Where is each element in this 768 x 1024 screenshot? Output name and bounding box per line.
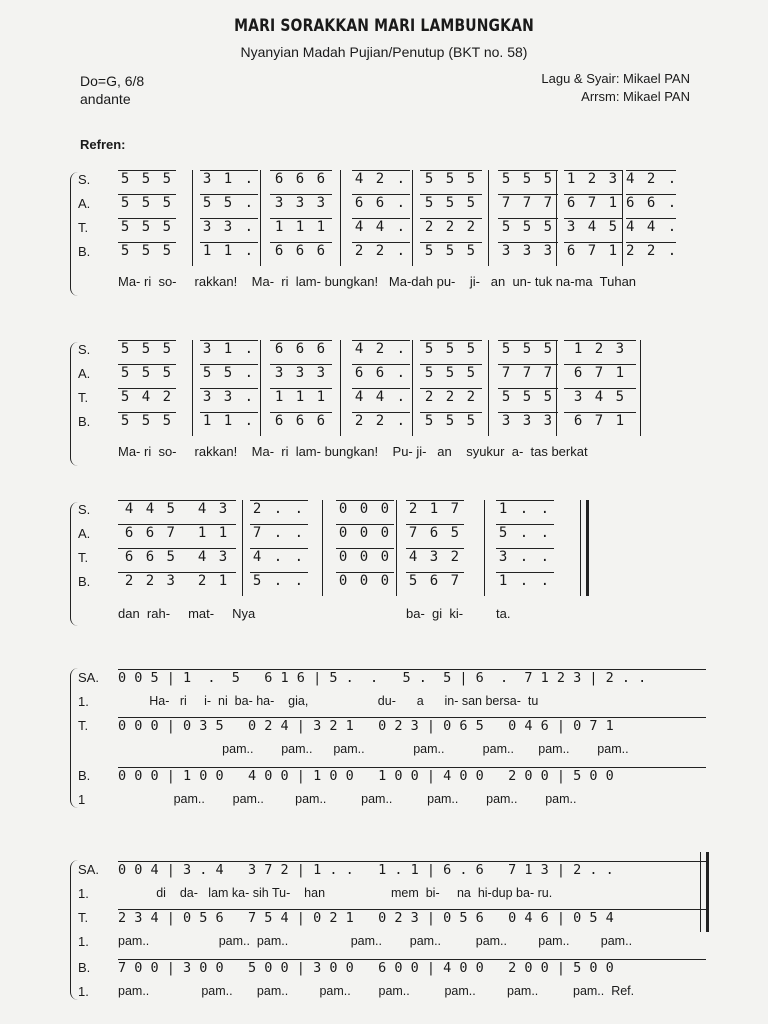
note-group: 3 1 .: [200, 170, 258, 191]
note-group: 6 7 1: [564, 194, 622, 215]
beat-overline: [118, 909, 706, 910]
note-group: 3 3 .: [200, 388, 258, 409]
bar-line: [242, 500, 243, 596]
notation-line: 0 0 0 | 0 3 5 0 2 4 | 3 2 1 0 2 3 | 0 6 5 0 4 6 | 0 7 1: [118, 718, 614, 734]
note-group: 1 1 .: [200, 242, 258, 263]
notation-line: 0 0 4 | 3 . 4 3 7 2 | 1 . . 1 . 1 | 6 . 6 7 1 3 | 2 . .: [118, 862, 614, 878]
note-group: 5 4 2: [118, 388, 176, 409]
section-label: Refren:: [80, 137, 126, 152]
key-signature: Do=G, 6/8: [80, 73, 145, 89]
note-group: 3 1 .: [200, 340, 258, 361]
note-group: 2 2 .: [352, 242, 410, 263]
voice-row: [70, 340, 710, 362]
lyric-line: Ma- ri so- rakkan! Ma- ri lam- bungkan! Ma-dah pu- ji- an un- tuk na-ma Tuhan: [118, 274, 637, 289]
key-and-tempo: [80, 72, 144, 108]
note-group: 2 2 3 2 1: [118, 572, 236, 593]
voice-row: [70, 572, 710, 594]
note-group: 3 3 .: [200, 218, 258, 239]
line-label: T.: [78, 718, 89, 733]
voice-row: [70, 242, 710, 264]
note-group: 5 5 5: [420, 412, 482, 433]
bar-line: [260, 170, 261, 266]
note-group: 4 3 2: [406, 548, 464, 569]
line-label: T.: [78, 910, 89, 925]
note-group: 6 6 6: [270, 242, 332, 263]
note-group: 6 6 6: [270, 170, 332, 191]
voice-row: [70, 412, 710, 434]
note-group: 4 2 .: [352, 170, 410, 191]
voice-row: [70, 524, 710, 546]
note-group: 1 1 1: [270, 218, 332, 239]
line-label: B.: [78, 768, 91, 783]
beat-overline: [118, 861, 706, 862]
note-group: 1 2 3: [564, 170, 622, 191]
music-system: [70, 170, 708, 300]
note-group: 6 6 5 4 3: [118, 548, 236, 569]
voice-label: S.: [78, 502, 91, 517]
beat-overline: [118, 669, 706, 670]
notation-line: 2 3 4 | 0 5 6 7 5 4 | 0 2 1 0 2 3 | 0 5 6 0 4 6 | 0 5 4: [118, 910, 614, 926]
note-group: 5 5 5: [420, 170, 482, 191]
lyric-line: Ma- ri so- rakkan! Ma- ri lam- bungkan! Pu- ji- an syukur a- tas berkat: [118, 444, 588, 459]
note-group: 2 1 7: [406, 500, 464, 521]
voice-label: A.: [78, 526, 91, 541]
line-label: 1: [78, 792, 86, 807]
voice-label: B.: [78, 244, 91, 259]
voice-label: A.: [78, 366, 91, 381]
note-group: 0 0 0: [336, 572, 394, 593]
note-group: 1 . .: [496, 500, 554, 521]
notation-line: 0 0 0 | 1 0 0 4 0 0 | 1 0 0 1 0 0 | 4 0 0 2 0 0 | 5 0 0: [118, 768, 614, 784]
bar-line: [580, 500, 589, 596]
bar-line: [484, 500, 485, 596]
note-group: 5 5 5: [118, 242, 176, 263]
note-group: 5 5 5: [420, 364, 482, 385]
note-group: 3 . .: [496, 548, 554, 569]
bar-line: [192, 340, 193, 436]
bar-line: [396, 500, 397, 596]
note-group: 4 2 .: [352, 340, 410, 361]
line-label: 1.: [78, 984, 89, 999]
note-group: 2 . .: [250, 500, 308, 521]
notation-line: 0 0 5 | 1 . 5 6 1 6 | 5 . . 5 . 5 | 6 . 7 1 2 3 | 2 . .: [118, 670, 647, 686]
note-group: 1 1 1: [270, 388, 332, 409]
system-brace: [70, 860, 81, 1000]
bar-line: [412, 340, 413, 436]
line-label: SA.: [78, 862, 99, 877]
voice-row: [70, 218, 710, 240]
bar-line: [556, 340, 557, 436]
note-group: 5 5 5: [118, 218, 176, 239]
note-group: 6 7 1: [564, 242, 622, 263]
note-group: 5 5 5: [498, 170, 558, 191]
composer-credit: Lagu & Syair: Mikael PAN: [541, 71, 690, 86]
note-group: 3 4 5: [564, 388, 636, 409]
voice-label: B.: [78, 574, 91, 589]
music-system: [70, 340, 708, 470]
verse-text-line: pam.. pam.. pam.. pam.. pam.. pam.. pam..: [118, 742, 629, 756]
tempo-marking: andante: [80, 91, 131, 107]
lyric-fragment: ta.: [496, 606, 511, 621]
note-group: 5 5 5: [420, 242, 482, 263]
note-group: 5 5 5: [498, 218, 558, 239]
line-label: 1.: [78, 934, 89, 949]
verse-text-line: pam.. pam.. pam.. pam.. pam.. pam.. pam.. pam.. Ref.: [118, 984, 635, 998]
note-group: 6 7 1: [564, 364, 636, 385]
notation-line: 7 0 0 | 3 0 0 5 0 0 | 3 0 0 6 0 0 | 4 0 0 2 0 0 | 5 0 0: [118, 960, 614, 976]
note-group: 6 7 1: [564, 412, 636, 433]
note-group: 5 5 5: [420, 194, 482, 215]
voice-row: [70, 548, 710, 570]
note-group: 0 0 0: [336, 500, 394, 521]
voice-row: [70, 388, 710, 410]
voice-label: S.: [78, 342, 91, 357]
bar-line: [622, 170, 623, 266]
voice-label: B.: [78, 414, 91, 429]
note-group: 7 6 5: [406, 524, 464, 545]
note-group: 7 . .: [250, 524, 308, 545]
lyric-fragment: dan rah- mat- Nya: [118, 606, 256, 621]
note-group: 1 1 .: [200, 412, 258, 433]
music-system: [70, 500, 708, 630]
note-group: 1 . .: [496, 572, 554, 593]
note-group: 0 0 0: [336, 548, 394, 569]
note-group: 5 5 5: [118, 170, 176, 191]
note-group: 5 5 5: [118, 364, 176, 385]
voice-row: [70, 194, 710, 216]
note-group: 5 . .: [496, 524, 554, 545]
note-group: 7 7 7: [498, 364, 558, 385]
lyric-fragment: ba- gi ki-: [406, 606, 464, 621]
note-group: 6 6 7 1 1: [118, 524, 236, 545]
bar-line: [556, 170, 557, 266]
note-group: 7 7 7: [498, 194, 558, 215]
voice-label: T.: [78, 390, 89, 405]
voice-label: T.: [78, 220, 89, 235]
verse-text-line: Ha- ri i- ni ba- ha- gia, du- a in- san bersa- tu: [118, 694, 539, 708]
bar-line: [640, 340, 641, 436]
note-group: 6 6 .: [352, 364, 410, 385]
bar-line: [488, 170, 489, 266]
bar-line: [488, 340, 489, 436]
note-group: 3 3 3: [498, 242, 558, 263]
bar-line: [340, 340, 341, 436]
note-group: 2 2 .: [352, 412, 410, 433]
note-group: 5 5 5: [118, 194, 176, 215]
voice-row: [70, 500, 710, 522]
note-group: 3 3 3: [498, 412, 558, 433]
note-group: 4 4 .: [352, 388, 410, 409]
verse-system: [70, 668, 708, 818]
line-label: 1.: [78, 694, 89, 709]
verse-system: [70, 860, 708, 1010]
note-group: 4 4 .: [626, 218, 676, 239]
verse-text-line: pam.. pam.. pam.. pam.. pam.. pam.. pam..: [118, 792, 577, 806]
verse-text-line: di da- lam ka- sih Tu- han mem bi- na hi-dup ba- ru.: [118, 886, 553, 900]
note-group: 4 4 5 4 3: [118, 500, 236, 521]
note-group: 3 4 5: [564, 218, 622, 239]
note-group: 5 5 5: [498, 340, 558, 361]
voice-row: [70, 170, 710, 192]
bar-line: [322, 500, 323, 596]
beat-overline: [118, 717, 706, 718]
note-group: 5 5 5: [420, 340, 482, 361]
note-group: 0 0 0: [336, 524, 394, 545]
note-group: 3 3 3: [270, 364, 332, 385]
bar-line: [412, 170, 413, 266]
end-bar-line: [700, 852, 709, 932]
note-group: 2 2 2: [420, 218, 482, 239]
note-group: 5 6 7: [406, 572, 464, 593]
verse-text-line: pam.. pam.. pam.. pam.. pam.. pam.. pam.. pam..: [118, 934, 633, 948]
voice-row: [70, 364, 710, 386]
arranger-credit: Arrsm: Mikael PAN: [581, 89, 690, 104]
note-group: 5 5 .: [200, 194, 258, 215]
bar-line: [192, 170, 193, 266]
note-group: 4 4 .: [352, 218, 410, 239]
note-group: 2 2 2: [420, 388, 482, 409]
line-label: 1.: [78, 886, 89, 901]
bar-line: [340, 170, 341, 266]
beat-overline: [118, 767, 706, 768]
note-group: 4 . .: [250, 548, 308, 569]
note-group: 6 6 6: [270, 412, 332, 433]
beat-overline: [118, 959, 706, 960]
voice-label: T.: [78, 550, 89, 565]
voice-label: A.: [78, 196, 91, 211]
note-group: 2 2 .: [626, 242, 676, 263]
note-group: 4 2 .: [626, 170, 676, 191]
voice-label: S.: [78, 172, 91, 187]
line-label: SA.: [78, 670, 99, 685]
song-title: MARI SORAKKAN MARI LAMBUNGKAN: [234, 16, 534, 36]
note-group: 5 5 .: [200, 364, 258, 385]
note-group: 1 2 3: [564, 340, 636, 361]
note-group: 5 5 5: [118, 340, 176, 361]
system-brace: [70, 668, 81, 808]
note-group: 5 5 5: [118, 412, 176, 433]
line-label: B.: [78, 960, 91, 975]
note-group: 5 5 5: [498, 388, 558, 409]
note-group: 6 6 6: [270, 340, 332, 361]
note-group: 3 3 3: [270, 194, 332, 215]
note-group: 5 . .: [250, 572, 308, 593]
bar-line: [260, 340, 261, 436]
note-group: 6 6 .: [626, 194, 676, 215]
note-group: 6 6 .: [352, 194, 410, 215]
song-subtitle: Nyanyian Madah Pujian/Penutup (BKT no. 58): [240, 44, 528, 60]
credits: [541, 70, 690, 106]
